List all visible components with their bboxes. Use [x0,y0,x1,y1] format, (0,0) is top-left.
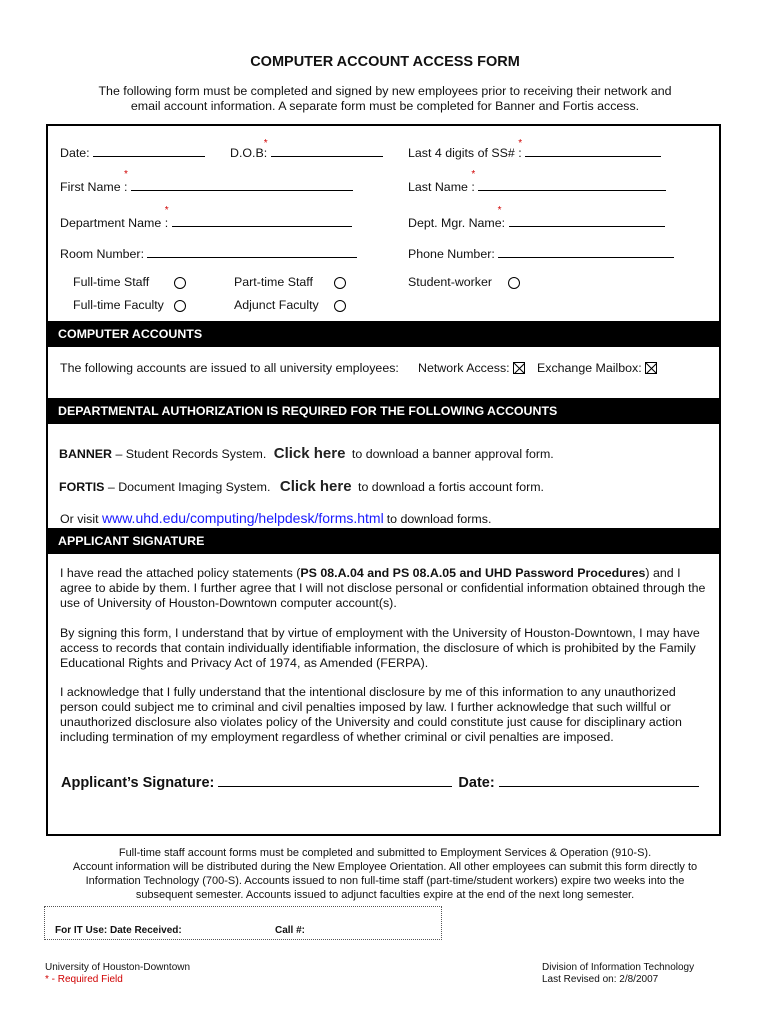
dept-mgr-name-field[interactable] [408,205,665,230]
intro-line-2: email account information. A separate form must be completed for Banner and Fortis access. [130,99,640,113]
department-name-field[interactable] [60,205,352,230]
exchange-mailbox-option[interactable] [537,361,657,375]
ssn-line[interactable] [525,145,661,157]
department-name-line[interactable] [172,215,352,227]
room-number-line[interactable] [147,246,357,258]
date-line[interactable] [93,145,205,157]
dob-field[interactable] [230,138,383,160]
departmental-header: DEPARTMENTAL AUTHORIZATION IS REQUIRED FOR THE FOLLOWING ACCOUNTS [48,398,719,424]
forms-url-link[interactable]: www.uhd.edu/computing/helpdesk/forms.html [102,510,384,526]
banner-row [59,445,554,462]
visit-before-text: Or visit [60,512,99,526]
required-asterisk: * [518,138,523,149]
required-asterisk: * [263,138,268,149]
parttime-staff-radio[interactable] [334,277,346,289]
ferpa-paragraph: By signing this form, I understand that by virtue of employment with the University of Houston-Downtown, I may have access to records that contain individually identifiable information, the disclosure of which is prohibited by the Family Educational Rights and Privacy Act of 1974, as Amended (FERPA). [60,626,700,670]
visit-after-text: to download forms. [386,512,492,526]
footer-instructions [0,846,770,902]
dob-line[interactable] [271,145,383,157]
network-access-option[interactable] [418,361,525,375]
fortis-row [59,478,544,495]
network-access-checkbox[interactable] [513,362,525,374]
division-name: Division of Information Technology [542,962,695,973]
fulltime-staff-option[interactable] [73,275,149,289]
department-name-label: Department Name [60,216,162,230]
fortis-after-text: to download a fortis account form. [358,480,544,494]
required-asterisk: * [471,169,476,180]
it-date-received-label: For IT Use: Date Received: [55,925,182,936]
dept-mgr-name-label: Dept. Mgr. Name [408,216,502,230]
policy-text-end: ) and I agree to abide by them. I further agree that I will not disclose personal or confidential information obtained through the use of University of Houston-Downtown computer account(s). [60,566,706,610]
signature-line[interactable] [218,773,452,787]
room-number-label: Room Number: [60,247,145,261]
last-name-label: Last Name [408,180,468,194]
last-revised: Last Revised on: 2/8/2007 [542,974,659,985]
banner-text: – Student Records System. [112,447,267,461]
date-field[interactable] [60,145,205,160]
fulltime-staff-label: Full-time Staff [73,275,150,289]
last-name-colon: : [471,180,475,194]
adjunct-faculty-label: Adjunct Faculty [234,298,319,312]
visit-row [60,510,491,526]
fulltime-faculty-radio[interactable] [174,300,186,312]
policy-paragraph [60,566,715,611]
form-title: COMPUTER ACCOUNT ACCESS FORM [250,54,520,70]
required-field-note: * - Required Field [45,974,123,985]
applicant-signature-header: APPLICANT SIGNATURE [48,528,719,554]
parttime-staff-option[interactable] [234,275,313,289]
university-name: University of Houston-Downtown [45,962,191,973]
signature-date-label: Date: [458,775,495,791]
banner-click-here-link[interactable]: Click here [273,445,346,462]
parttime-staff-label: Part-time Staff [234,275,313,289]
fortis-click-here-link[interactable]: Click here [279,478,352,495]
footer-line-1: Full-time staff account forms must be completed and submitted to Employment Services & Operation (910-S). [118,847,652,859]
date-label: Date: [60,146,90,160]
fulltime-staff-radio[interactable] [174,277,186,289]
signature-label: Applicant’s Signature: [61,775,215,791]
applicant-signature-field[interactable] [61,773,699,791]
first-name-line[interactable] [131,179,353,191]
ssn-field[interactable] [408,138,661,160]
disclosure-paragraph: I acknowledge that I fully understand that the intentional disclosure by me of this information to any unauthorized person could subject me to criminal and civil penalties imposed by law. I further acknowledge that such willful or unauthorized disclosure also violates policy of the University and could constitute just cause for disciplinary action including termination of my employment regardless of whether criminal or civil penalties are imposed. [60,685,682,744]
dept-mgr-name-line[interactable] [509,215,665,227]
footer-line-3: Information Technology (700-S). Accounts issued to non full-time staff (part-time/student workers) expire two weeks into the [85,875,685,887]
last-name-field[interactable] [408,169,666,194]
dob-colon: : [263,146,268,160]
student-worker-label: Student-worker [408,275,493,289]
fulltime-faculty-option[interactable] [73,298,164,312]
first-name-label: First Name [60,180,121,194]
first-name-colon: : [124,180,128,194]
student-worker-option[interactable] [408,275,492,289]
computer-accounts-text: The following accounts are issued to all university employees: [60,361,399,375]
exchange-mailbox-checkbox[interactable] [645,362,657,374]
it-call-label: Call #: [275,925,306,936]
required-asterisk: * [124,169,128,180]
phone-number-line[interactable] [498,246,674,258]
dept-mgr-name-colon: : [501,216,506,230]
footer-line-2: Account information will be distributed during the New Employee Orientation. All other employees can submit this form directly to [72,861,698,873]
dob-label: D.O.B [230,146,264,160]
phone-number-label: Phone Number: [408,247,495,261]
footer-line-4: subsequent semester. Accounts issued to adjunct faculties expire at the end of the next long semester. [135,889,635,901]
adjunct-faculty-radio[interactable] [334,300,346,312]
ssn-label: Last 4 digits of SS# [408,146,515,160]
adjunct-faculty-option[interactable] [234,298,319,312]
last-name-line[interactable] [478,179,666,191]
intro-line-1: The following form must be completed and signed by new employees prior to receiving their network and [98,84,672,98]
room-number-field[interactable] [60,246,357,261]
fulltime-faculty-label: Full-time Faculty [73,298,164,312]
signature-date-line[interactable] [499,773,699,787]
policy-reference: PS 08.A.04 and PS 08.A.05 and UHD Password Procedures [300,566,646,580]
department-name-colon: : [164,216,169,230]
fortis-text: – Document Imaging System. [104,480,271,494]
student-worker-radio[interactable] [508,277,520,289]
required-asterisk: * [497,205,502,216]
ssn-colon: : [518,146,522,160]
network-access-label: Network Access: [418,361,510,375]
required-asterisk: * [164,205,169,216]
exchange-mailbox-label: Exchange Mailbox: [537,361,642,375]
fortis-label: FORTIS [59,480,105,494]
phone-number-field[interactable] [408,246,674,261]
policy-text-start: I have read the attached policy statements ( [60,566,301,580]
banner-label: BANNER [59,447,113,461]
banner-after-text: to download a banner approval form. [351,447,554,461]
first-name-field[interactable] [60,169,353,194]
computer-accounts-header: COMPUTER ACCOUNTS [48,321,719,347]
